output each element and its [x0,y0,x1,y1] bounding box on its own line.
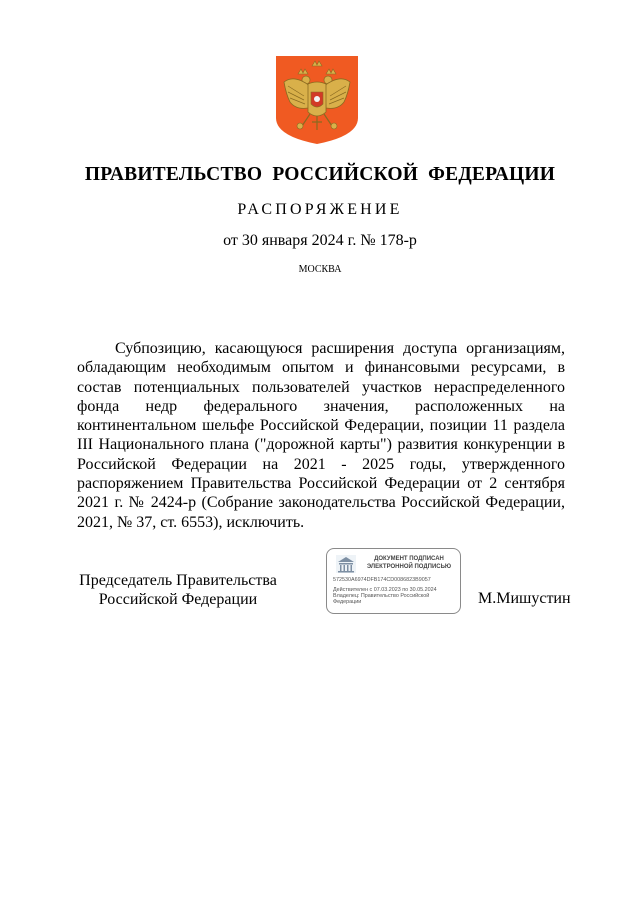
certificate-owner: Владелец: Правительство Российской Федерации [333,593,430,606]
signatory-position-line2: Российской Федерации [98,591,258,608]
order-body-paragraph: Субпозицию, касающуюся расширения доступа организациям, обладающим необходимым опытом и финансовыми ресурсами, в состав потенциальных пользователей участков нераспределенного фонда недр федерального значения, расположенных на континентальном шельфе Российской Федерации, позиции 11 раздела III Национального плана ("дорожной карты") развития конкуренции в Российской Федерации на 2021 - 2025 годы, утвержденного распоряжением Правительства Российской Федерации от 2 сентября 2021 г. № 2424-р (Собрание законодательства Российской Федерации, 2021, № 37, ст. 6553), исключить. [77,340,565,531]
government-building-icon [335,554,357,574]
stamp-heading [361,556,457,571]
certificate-serial: 572530A6974DFB174CD0086823B9057 [333,577,431,583]
signatory-position-line1: Председатель Правительства [79,572,277,589]
electronic-signature-stamp [326,548,461,614]
signatory-position [78,571,278,609]
signatory-name: М.Мишустин [478,590,571,607]
certificate-validity: Действителен с 07.03.2023 по 30.05.2024 [333,587,437,593]
stamp-heading-line2: ЭЛЕКТРОННОЙ ПОДПИСЬЮ [366,563,452,570]
document-date-number: от 30 января 2024 г. № 178-р [223,232,417,249]
document-type: РАСПОРЯЖЕНИЕ [237,201,403,218]
document-city: МОСКВА [298,264,342,275]
stamp-heading-line1: ДОКУМЕНТ ПОДПИСАН [374,556,444,562]
government-title: ПРАВИТЕЛЬСТВО РОССИЙСКОЙ ФЕДЕРАЦИИ [84,164,556,185]
coat-of-arms-emblem [276,56,358,144]
